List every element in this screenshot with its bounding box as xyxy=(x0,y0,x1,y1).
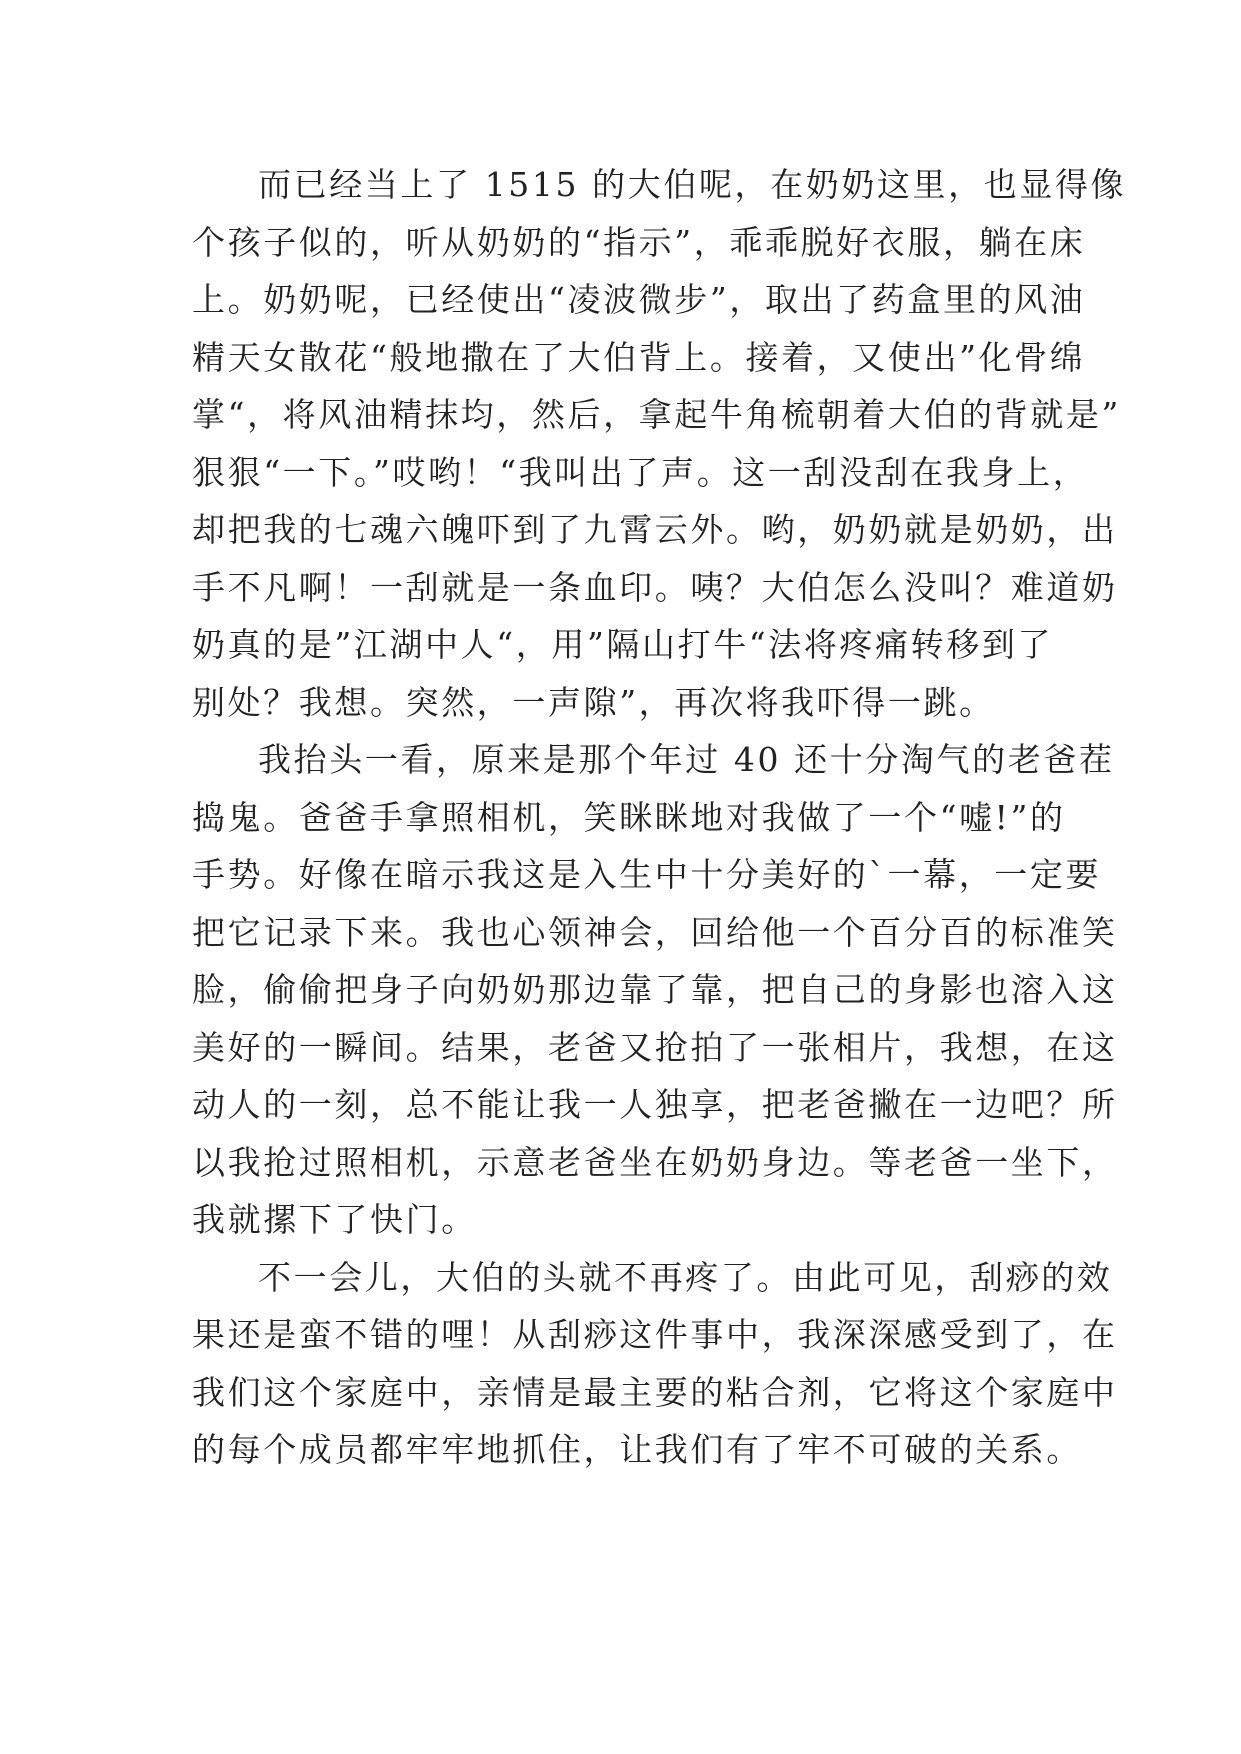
text-line: 把它记录下来。我也心领神会，回给他一个百分百的标准笑 xyxy=(192,912,1118,952)
paragraph-3 xyxy=(192,1249,1118,1479)
text-line: 狠狠“一下。”哎哟！“我叫出了声。这一刮没刮在我身上， xyxy=(192,452,1089,492)
text-line: 捣鬼。爸爸手拿照相机，笑眯眯地对我做了一个“嘘!”的 xyxy=(192,797,1066,837)
text-line: 的每个成员都牢牢地抓住，让我们有了牢不可破的关系。 xyxy=(192,1430,1082,1469)
text-line: 我抬头一看，原来是那个年过 40 还十分淘气的老爸茬 xyxy=(258,740,1115,779)
text-line: 手不凡啊！一刮就是一条血印。咦？大伯怎么没叫？难道奶 xyxy=(192,567,1118,607)
text-line: 美好的一瞬间。结果，老爸又抢拍了一张相片，我想，在这 xyxy=(192,1027,1118,1067)
text-line: 动人的一刻，总不能让我一人独享，把老爸撇在一边吧？所 xyxy=(192,1085,1118,1124)
paragraph-1 xyxy=(192,156,1127,731)
text-line: 上。奶奶呢，已经使出“凌波微步”，取出了药盒里的风油 xyxy=(192,280,1086,319)
text-line: 我们这个家庭中，亲情是最主要的粘合剂，它将这个家庭中 xyxy=(192,1372,1118,1412)
essay-body xyxy=(192,156,1127,1479)
text-line: 我就摞下了快门。 xyxy=(192,1200,477,1239)
text-line: 手势。好像在暗示我这是入生中十分美好的`一幕，一定要 xyxy=(192,855,1102,894)
text-line: 却把我的七魂六魄吓到了九霄云外。哟，奶奶就是奶奶，出 xyxy=(192,510,1118,549)
text-line: 别处？我想。突然，一声隙”，再次将我吓得一跳。 xyxy=(192,682,995,722)
text-line: 而已经当上了 1515 的大伯呢，在奶奶这里，也显得像 xyxy=(258,165,1127,204)
text-line: 以我抢过照相机，示意老爸坐在奶奶身边。等老爸一坐下， xyxy=(192,1142,1118,1182)
text-line: 精天女散花“般地撒在了大伯背上。接着，又使出”化骨绵 xyxy=(192,337,1086,377)
text-line: 脸，偷偷把身子向奶奶那边靠了靠，把自己的身影也溶入这 xyxy=(192,970,1118,1009)
paragraph-2 xyxy=(192,731,1118,1249)
text-line: 掌“，将风油精抹均，然后，拿起牛角梳朝着大伯的背就是” xyxy=(192,395,1121,434)
text-line: 奶真的是”江湖中人“，用”隔山打牛“法将疼痛转移到了 xyxy=(192,625,1054,664)
text-line: 不一会儿，大伯的头就不再疼了。由此可见，刮痧的效 xyxy=(258,1257,1113,1297)
text-line: 果还是蛮不错的哩！从刮痧这件事中，我深深感受到了，在 xyxy=(192,1315,1118,1354)
text-line: 个孩子似的，听从奶奶的“指示”，乖乖脱好衣服，躺在床 xyxy=(192,222,1086,262)
